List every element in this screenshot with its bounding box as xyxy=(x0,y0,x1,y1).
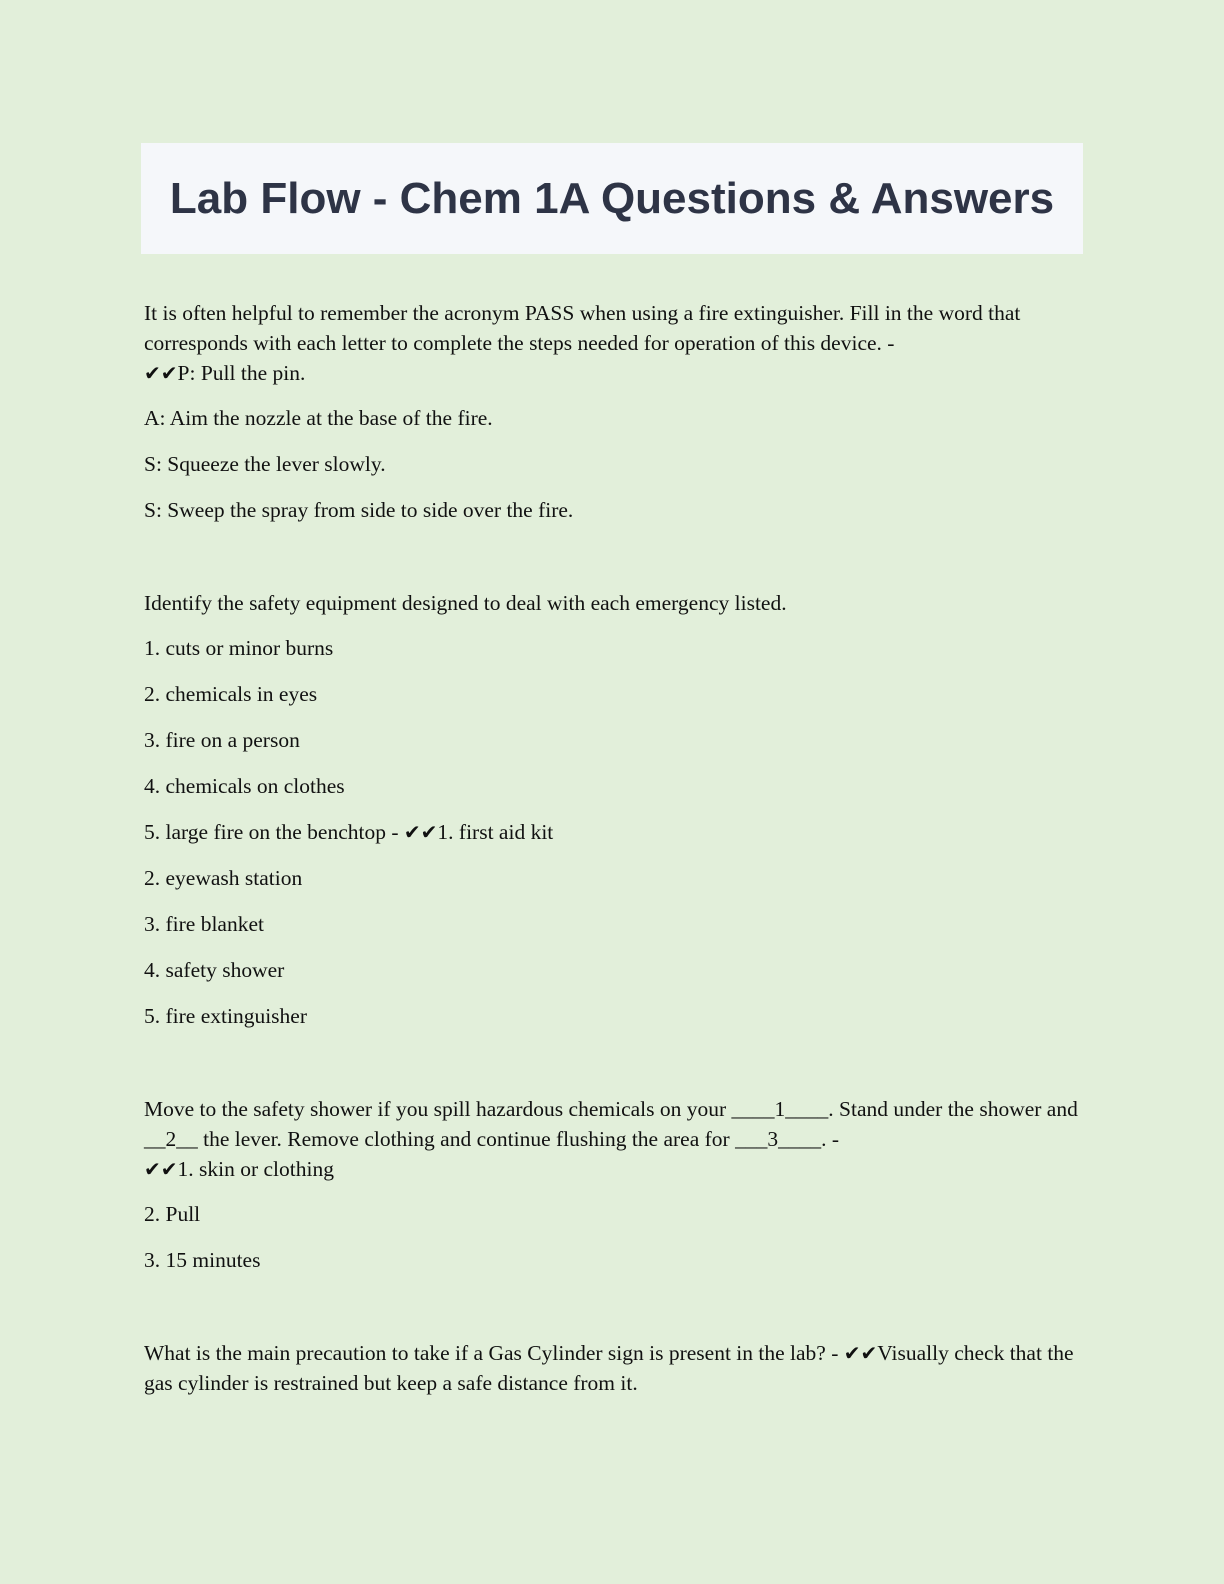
answer-line: 3. 15 minutes xyxy=(144,1248,261,1272)
page-title: Lab Flow - Chem 1A Questions & Answers xyxy=(169,174,1055,223)
qa-item-gas-cylinder xyxy=(144,1338,1084,1398)
question-body: Move to the safety shower if you spill hazardous chemicals on your ____1____. Stand under the shower and __2__ the lever. Remove clothing and continue flushing the area for ___3____. - xyxy=(144,1097,1078,1151)
question-text xyxy=(144,298,1084,388)
answer-line: 3. fire blanket xyxy=(144,912,264,936)
check-icon: ✔✔ xyxy=(144,361,178,385)
question-line: 3. fire on a person xyxy=(144,728,300,752)
answer-line: S: Squeeze the lever slowly. xyxy=(144,452,386,476)
question-text xyxy=(144,1338,1084,1398)
answer-start: Visually check that the gas cylinder is restrained but keep a safe distance from it. xyxy=(144,1341,1074,1395)
answer-start: P: Pull the pin. xyxy=(177,361,306,385)
question-line: 4. chemicals on clothes xyxy=(144,774,345,798)
question-answer-line xyxy=(144,817,1084,848)
question-text xyxy=(144,1094,1084,1184)
check-icon: ✔✔ xyxy=(144,1157,178,1181)
question-line: 2. chemicals in eyes xyxy=(144,682,318,706)
qa-item-safety-shower xyxy=(144,1094,1084,1276)
answer-line: 2. Pull xyxy=(144,1202,201,1226)
qa-item-pass xyxy=(144,298,1084,526)
check-icon: ✔✔ xyxy=(843,1341,878,1365)
answer-line: 4. safety shower xyxy=(144,958,285,982)
answer-line: 2. eyewash station xyxy=(144,866,303,890)
question-body: It is often helpful to remember the acronym PASS when using a fire extinguisher. Fill in the word that corresponds with each letter to complete the steps needed for operation of this device. - xyxy=(144,301,1021,355)
question-end: 5. large fire on the benchtop - xyxy=(144,820,399,844)
answer-start: 1. skin or clothing xyxy=(177,1157,334,1181)
question-body: What is the main precaution to take if a Gas Cylinder sign is present in the lab? - xyxy=(144,1341,839,1365)
answer-start: 1. first aid kit xyxy=(437,820,554,844)
title-banner xyxy=(141,143,1083,254)
qa-content xyxy=(144,298,1084,1460)
answer-line: A: Aim the nozzle at the base of the fire. xyxy=(144,406,493,430)
question-line: 1. cuts or minor burns xyxy=(144,636,334,660)
answer-line: 5. fire extinguisher xyxy=(144,1004,307,1028)
answer-line: S: Sweep the spray from side to side over the fire. xyxy=(144,498,574,522)
qa-item-safety-equipment xyxy=(144,588,1084,1032)
question-line: Identify the safety equipment designed to deal with each emergency listed. xyxy=(144,591,787,615)
check-icon: ✔✔ xyxy=(403,820,438,844)
